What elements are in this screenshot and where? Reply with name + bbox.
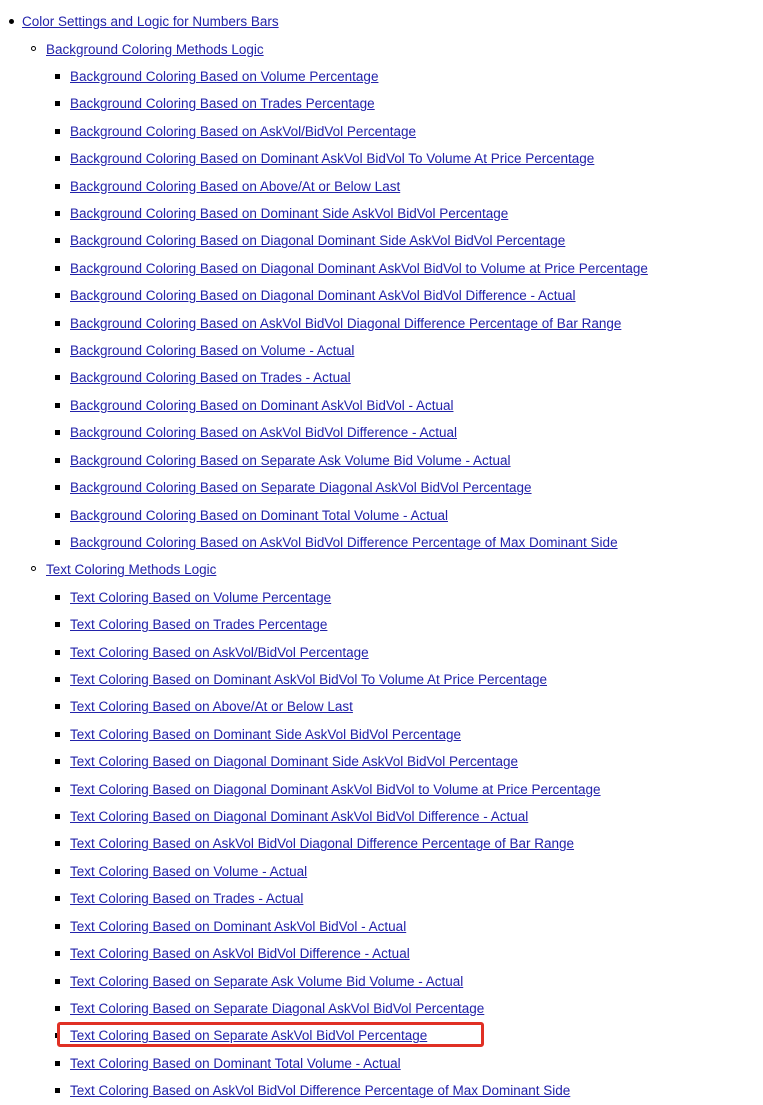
disc-bullet-icon <box>9 19 14 24</box>
square-bullet-icon <box>55 238 60 243</box>
square-bullet-icon <box>55 979 60 984</box>
list-item <box>46 940 763 967</box>
list-item <box>46 145 763 172</box>
square-bullet-icon <box>55 1033 60 1038</box>
toc-root-list <box>0 8 763 1105</box>
square-bullet-icon <box>55 485 60 490</box>
list-item <box>46 502 763 529</box>
list-item <box>46 173 763 200</box>
list-item <box>46 995 763 1022</box>
link-text-trades-percentage[interactable]: Text Coloring Based on Trades Percentage <box>70 617 328 633</box>
link-text-askvol-bidvol-difference-actual[interactable]: Text Coloring Based on AskVol BidVol Difference - Actual <box>70 946 410 962</box>
square-bullet-icon <box>55 74 60 79</box>
list-item <box>46 474 763 501</box>
link-bg-dominant-total-volume-actual[interactable]: Background Coloring Based on Dominant Total Volume - Actual <box>70 507 448 523</box>
link-bg-volume-percentage[interactable]: Background Coloring Based on Volume Percentage <box>70 69 379 84</box>
link-text-separate-ask-volume-bid-volume-actual[interactable]: Text Coloring Based on Separate Ask Volume Bid Volume - Actual <box>70 973 464 989</box>
square-bullet-icon <box>55 156 60 161</box>
square-bullet-icon <box>55 540 60 545</box>
list-item <box>46 1050 763 1077</box>
list-item <box>46 666 763 693</box>
list-item <box>46 968 763 995</box>
link-bg-diagonal-dominant-askvol-bidvol-to-volume-at-price-percentage[interactable]: Background Coloring Based on Diagonal Dominant AskVol BidVol to Volume at Price Percentage <box>70 260 648 276</box>
link-text-separate-askvol-bidvol-percentage[interactable]: Text Coloring Based on Separate AskVol BidVol Percentage <box>70 1028 428 1044</box>
toc-section-text-coloring <box>22 556 763 1104</box>
list-item <box>46 639 763 666</box>
square-bullet-icon <box>55 814 60 819</box>
link-bg-askvol-bidvol-percentage[interactable]: Background Coloring Based on AskVol/BidVol Percentage <box>70 123 416 139</box>
toc-text-items <box>46 584 763 1105</box>
link-text-diagonal-dominant-askvol-bidvol-to-volume-at-price-percentage[interactable]: Text Coloring Based on Diagonal Dominant AskVol BidVol to Volume at Price Percentage <box>70 781 601 797</box>
link-text-dominant-askvol-bidvol-actual[interactable]: Text Coloring Based on Dominant AskVol BidVol - Actual <box>70 918 407 934</box>
link-text-trades-actual[interactable]: Text Coloring Based on Trades - Actual <box>70 891 304 907</box>
list-item <box>46 721 763 748</box>
square-bullet-icon <box>55 704 60 709</box>
link-bg-diagonal-dominant-askvol-bidvol-difference-actual[interactable]: Background Coloring Based on Diagonal Dominant AskVol BidVol Difference - Actual <box>70 288 576 304</box>
link-bg-askvol-bidvol-diagonal-difference-percentage-of-bar-range[interactable]: Background Coloring Based on AskVol BidVol Diagonal Difference Percentage of Bar Range <box>70 315 622 331</box>
list-item <box>46 310 763 337</box>
link-bg-trades-actual[interactable]: Background Coloring Based on Trades - Actual <box>70 370 351 386</box>
square-bullet-icon <box>55 458 60 463</box>
square-bullet-icon <box>55 101 60 106</box>
list-item <box>46 529 763 556</box>
toc-section-list <box>22 36 763 1105</box>
square-bullet-icon <box>55 951 60 956</box>
link-text-askvol-bidvol-difference-percentage-of-max-dominant-side[interactable]: Text Coloring Based on AskVol BidVol Difference Percentage of Max Dominant Side <box>70 1083 571 1099</box>
list-item <box>46 1077 763 1104</box>
link-bg-separate-ask-volume-bid-volume-actual[interactable]: Background Coloring Based on Separate Ask Volume Bid Volume - Actual <box>70 452 511 468</box>
link-bg-askvol-bidvol-difference-percentage-of-max-dominant-side[interactable]: Background Coloring Based on AskVol BidVol Difference Percentage of Max Dominant Side <box>70 534 618 550</box>
link-color-settings-and-logic-for-numbers-bars[interactable]: Color Settings and Logic for Numbers Bars <box>22 14 279 29</box>
toc-root-item <box>0 8 763 1105</box>
list-item <box>46 255 763 282</box>
list-item <box>46 282 763 309</box>
square-bullet-icon <box>55 595 60 600</box>
list-item <box>46 776 763 803</box>
square-bullet-icon <box>55 1088 60 1093</box>
link-bg-diagonal-dominant-side-askvol-bidvol-percentage[interactable]: Background Coloring Based on Diagonal Dominant Side AskVol BidVol Percentage <box>70 233 566 249</box>
square-bullet-icon <box>55 403 60 408</box>
list-item <box>46 858 763 885</box>
link-text-dominant-total-volume-actual[interactable]: Text Coloring Based on Dominant Total Volume - Actual <box>70 1055 401 1071</box>
list-item <box>46 830 763 857</box>
link-bg-askvol-bidvol-difference-actual[interactable]: Background Coloring Based on AskVol BidVol Difference - Actual <box>70 425 457 441</box>
list-item <box>46 447 763 474</box>
square-bullet-icon <box>55 1006 60 1011</box>
list-item <box>46 913 763 940</box>
link-text-coloring-methods-logic[interactable]: Text Coloring Methods Logic <box>46 562 217 578</box>
square-bullet-icon <box>55 293 60 298</box>
square-bullet-icon <box>55 348 60 353</box>
link-text-above-at-or-below-last[interactable]: Text Coloring Based on Above/At or Below Last <box>70 699 353 715</box>
list-item <box>46 803 763 830</box>
square-bullet-icon <box>55 513 60 518</box>
link-text-askvol-bidvol-percentage[interactable]: Text Coloring Based on AskVol/BidVol Percentage <box>70 644 369 660</box>
square-bullet-icon <box>55 1061 60 1066</box>
link-bg-dominant-askvol-bidvol-to-volume-at-price-percentage[interactable]: Background Coloring Based on Dominant AskVol BidVol To Volume At Price Percentage <box>70 151 595 167</box>
list-item <box>46 584 763 611</box>
link-text-volume-percentage[interactable]: Text Coloring Based on Volume Percentage <box>70 589 332 605</box>
link-text-diagonal-dominant-askvol-bidvol-difference-actual[interactable]: Text Coloring Based on Diagonal Dominant AskVol BidVol Difference - Actual <box>70 809 529 825</box>
link-text-volume-actual[interactable]: Text Coloring Based on Volume - Actual <box>70 863 308 879</box>
link-text-diagonal-dominant-side-askvol-bidvol-percentage[interactable]: Text Coloring Based on Diagonal Dominant Side AskVol BidVol Percentage <box>70 754 519 770</box>
list-item <box>46 611 763 638</box>
square-bullet-icon <box>55 375 60 380</box>
square-bullet-icon <box>55 759 60 764</box>
link-bg-trades-percentage[interactable]: Background Coloring Based on Trades Percentage <box>70 96 375 112</box>
list-item-highlighted <box>46 1022 763 1049</box>
square-bullet-icon <box>55 129 60 134</box>
list-item <box>46 364 763 391</box>
list-item <box>46 200 763 227</box>
link-bg-volume-actual[interactable]: Background Coloring Based on Volume - Actual <box>70 343 355 359</box>
link-text-dominant-askvol-bidvol-to-volume-at-price-percentage[interactable]: Text Coloring Based on Dominant AskVol BidVol To Volume At Price Percentage <box>70 672 548 688</box>
link-bg-above-at-or-below-last[interactable]: Background Coloring Based on Above/At or Below Last <box>70 178 401 194</box>
link-text-askvol-bidvol-diagonal-difference-percentage-of-bar-range[interactable]: Text Coloring Based on AskVol BidVol Diagonal Difference Percentage of Bar Range <box>70 836 575 852</box>
list-item <box>46 337 763 364</box>
circle-bullet-icon <box>31 566 36 571</box>
list-item <box>46 748 763 775</box>
square-bullet-icon <box>55 622 60 627</box>
square-bullet-icon <box>55 184 60 189</box>
list-item <box>46 118 763 145</box>
list-item <box>46 90 763 117</box>
link-bg-separate-diagonal-askvol-bidvol-percentage[interactable]: Background Coloring Based on Separate Diagonal AskVol BidVol Percentage <box>70 480 532 496</box>
square-bullet-icon <box>55 787 60 792</box>
link-text-dominant-side-askvol-bidvol-percentage[interactable]: Text Coloring Based on Dominant Side AskVol BidVol Percentage <box>70 726 461 742</box>
square-bullet-icon <box>55 266 60 271</box>
square-bullet-icon <box>55 321 60 326</box>
square-bullet-icon <box>55 841 60 846</box>
list-item <box>46 63 763 90</box>
list-item <box>46 419 763 446</box>
square-bullet-icon <box>55 732 60 737</box>
circle-bullet-icon <box>31 46 36 51</box>
square-bullet-icon <box>55 924 60 929</box>
toc-section-background-coloring <box>22 36 763 557</box>
square-bullet-icon <box>55 650 60 655</box>
link-bg-dominant-askvol-bidvol-actual[interactable]: Background Coloring Based on Dominant AskVol BidVol - Actual <box>70 397 454 413</box>
list-item <box>46 885 763 912</box>
link-bg-dominant-side-askvol-bidvol-percentage[interactable]: Background Coloring Based on Dominant Side AskVol BidVol Percentage <box>70 206 509 222</box>
list-item <box>46 392 763 419</box>
list-item <box>46 227 763 254</box>
link-text-separate-diagonal-askvol-bidvol-percentage[interactable]: Text Coloring Based on Separate Diagonal AskVol BidVol Percentage <box>70 1000 485 1016</box>
list-item <box>46 693 763 720</box>
square-bullet-icon <box>55 896 60 901</box>
square-bullet-icon <box>55 211 60 216</box>
square-bullet-icon <box>55 677 60 682</box>
toc-background-items <box>46 63 763 556</box>
square-bullet-icon <box>55 869 60 874</box>
link-background-coloring-methods-logic[interactable]: Background Coloring Methods Logic <box>46 41 264 57</box>
square-bullet-icon <box>55 430 60 435</box>
